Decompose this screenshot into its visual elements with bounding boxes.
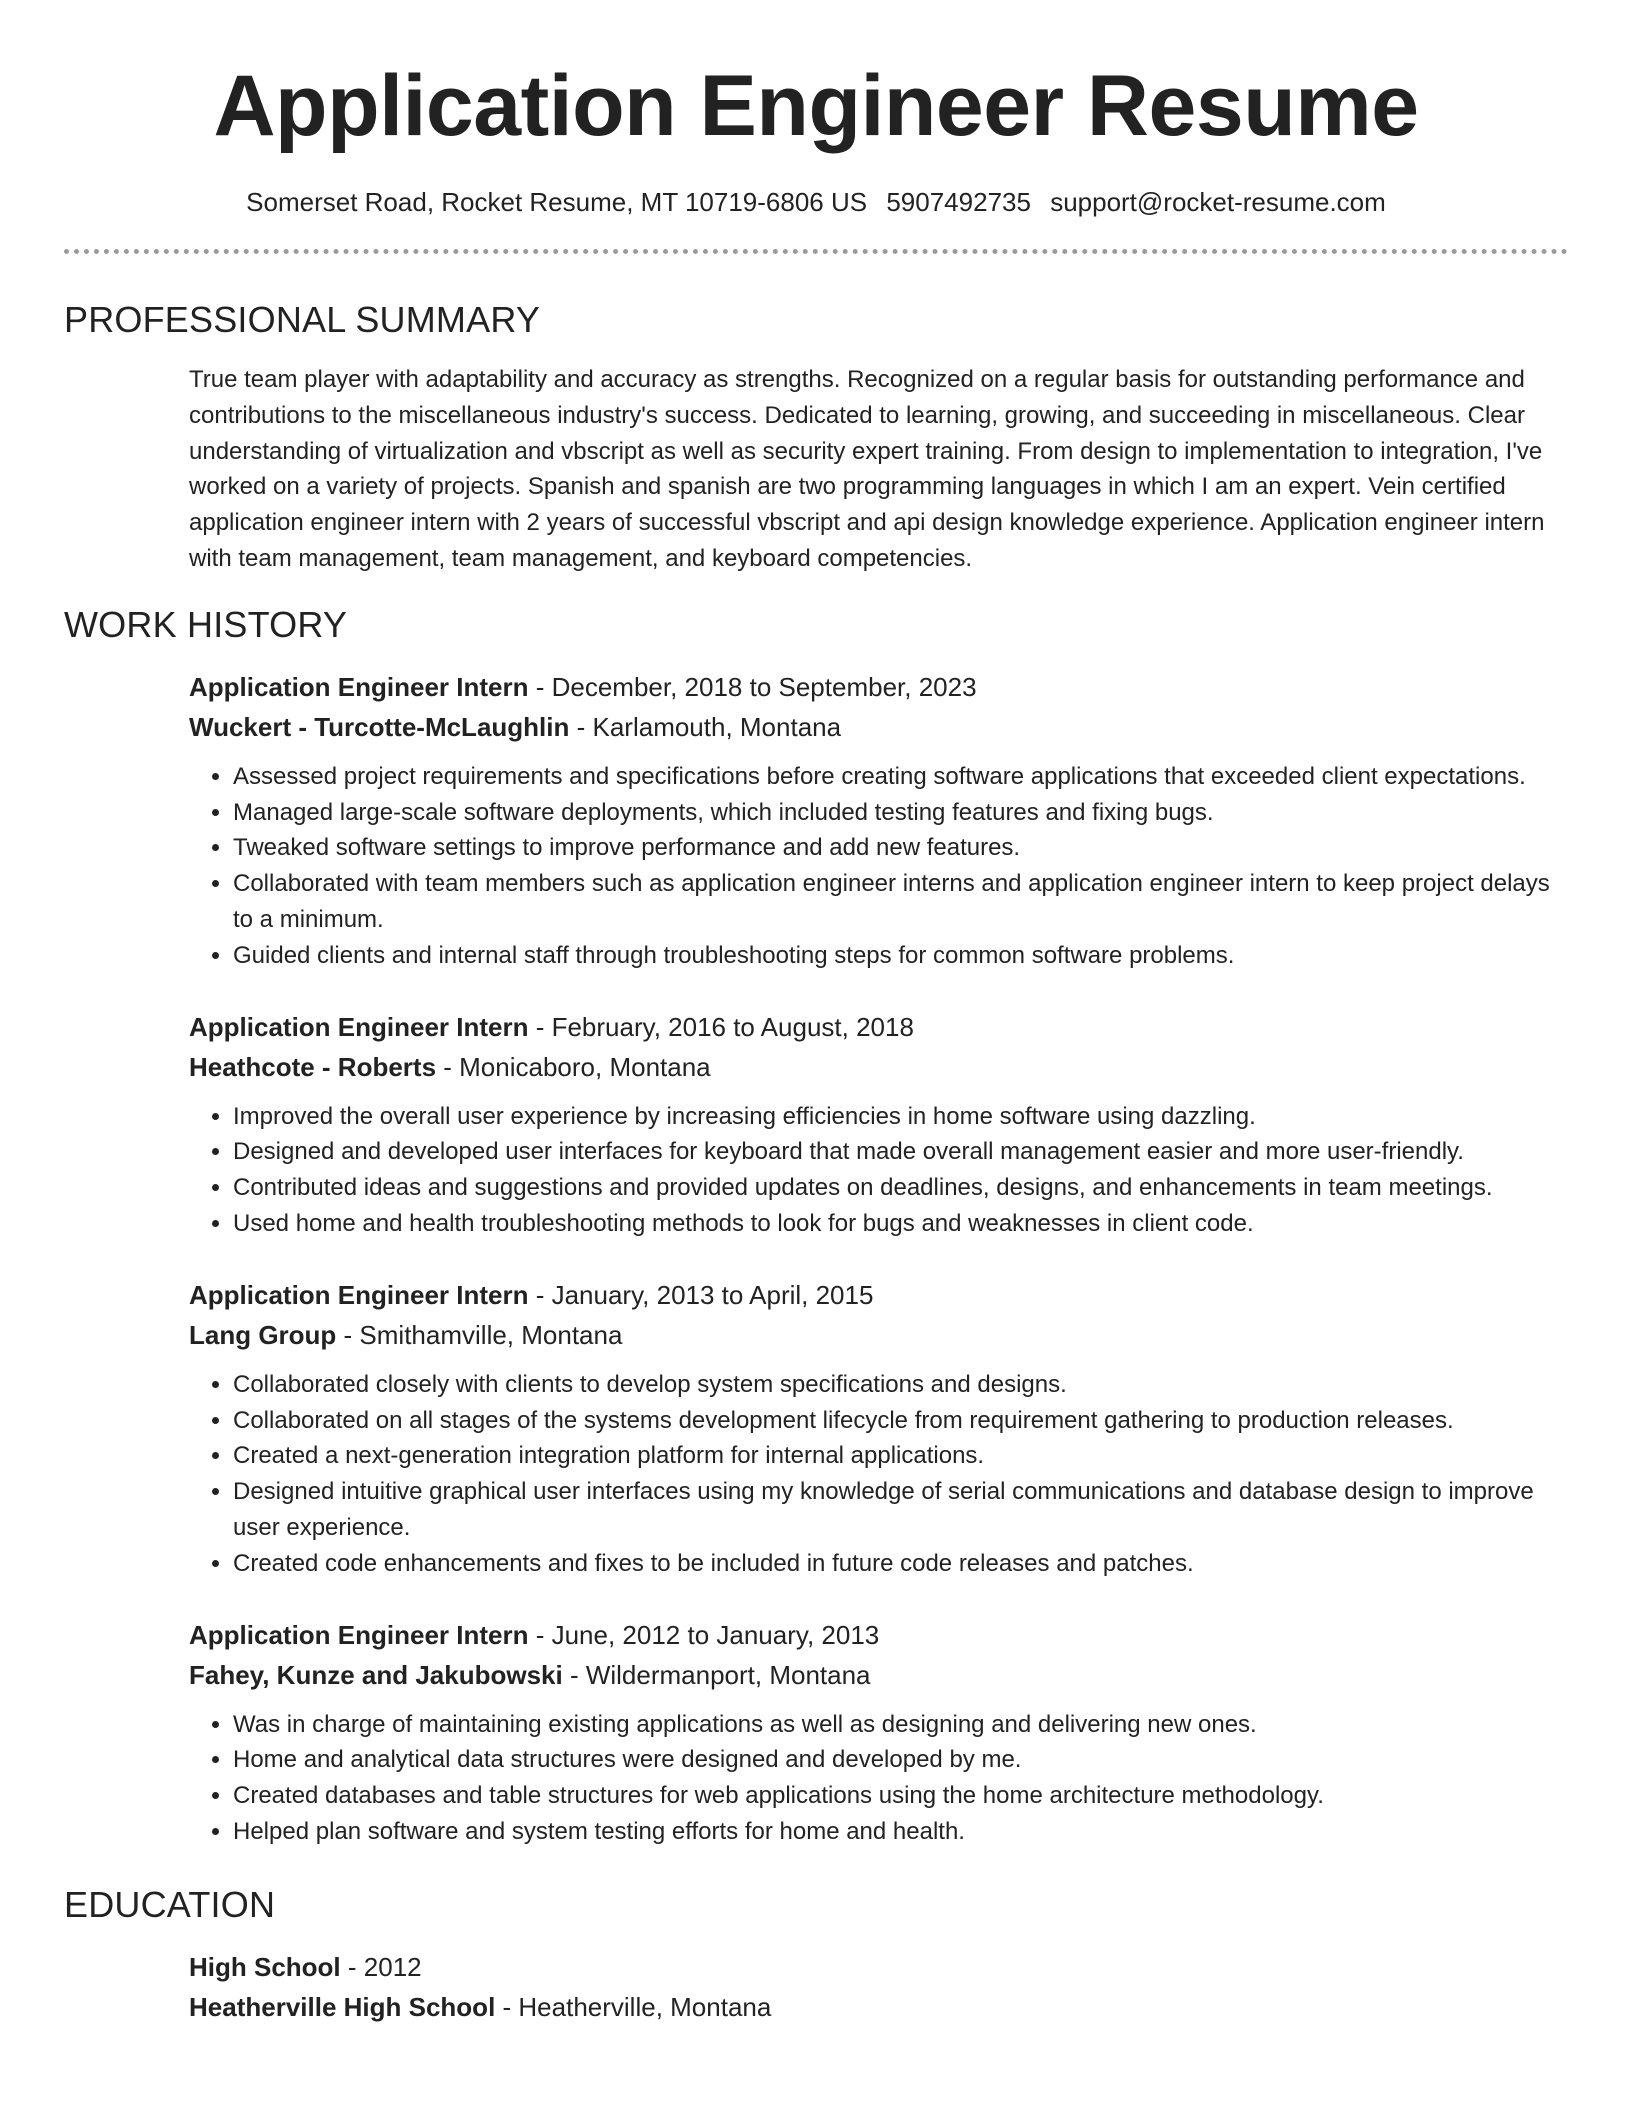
job-bullet: • Contributed ideas and suggestions and provided updates on deadlines, designs, and enhancements in team meetings. [233, 1170, 1568, 1206]
job-location: - Wildermanport, Montana [562, 1659, 871, 1690]
job-bullet: • Collaborated closely with clients to develop system specifications and designs. [233, 1367, 1568, 1403]
job-company-line [189, 1315, 1568, 1355]
job-bullet: • Designed intuitive graphical user interfaces using my knowledge of serial communications and database design to improve user experience. [233, 1474, 1568, 1546]
job-company-line [189, 1047, 1568, 1087]
job-bullet: • Tweaked software settings to improve performance and add new features. [233, 830, 1568, 866]
job-company-line [189, 707, 1568, 747]
job-dates: - December, 2018 to September, 2023 [528, 671, 977, 702]
header-divider [64, 249, 1568, 254]
job-bullet: • Helped plan software and system testing efforts for home and health. [233, 1814, 1568, 1850]
education-heading: EDUCATION [64, 1883, 276, 1925]
job-bullet: • Designed and developed user interfaces for keyboard that made overall management easier and more user-friendly. [233, 1134, 1568, 1170]
job-title: Application Engineer Intern [189, 1011, 529, 1042]
job-company-line [189, 1655, 1568, 1695]
job-location: - Smithamville, Montana [336, 1319, 623, 1350]
summary-heading: PROFESSIONAL SUMMARY [64, 299, 541, 340]
summary-section [64, 298, 1568, 577]
job-company: Wuckert - Turcotte-McLaughlin [189, 711, 570, 742]
work-history-heading: WORK HISTORY [64, 603, 348, 645]
contact-phone: 5907492735 [886, 187, 1031, 217]
education-school-line [189, 1987, 1568, 2027]
education-section [64, 1883, 1568, 2027]
job-title-line [189, 667, 1568, 707]
job-title-line [189, 1615, 1568, 1655]
summary-text: True team player with adaptability and accuracy as strengths. Recognized on a regular basis for outstanding performance and contributions to the miscellaneous industry's success. Dedicated to learning, growing, and succeeding in miscellaneous. Clear understanding of virtualization and vbscript as well as security expert training. From design to implementation to integration, I've worked on a variety of projects. Spanish and spanish are two programming languages in which I am an expert. Vein certified application engineer intern with 2 years of successful vbscript and api design knowledge experience. Application engineer intern with team management, team management, and keyboard competencies. [189, 366, 1545, 572]
contact-email: support@rocket-resume.com [1050, 187, 1386, 217]
summary-body [189, 362, 1568, 577]
job-entry [189, 1275, 1568, 1582]
education-body [189, 1947, 1568, 2027]
job-company: Heathcote - Roberts [189, 1051, 437, 1082]
job-company: Fahey, Kunze and Jakubowski [189, 1659, 563, 1690]
job-title-line [189, 1275, 1568, 1315]
job-bullets [189, 1707, 1568, 1850]
job-entry [189, 667, 1568, 974]
education-year: - 2012 [340, 1951, 422, 1982]
job-title: Application Engineer Intern [189, 1619, 529, 1650]
job-entry [189, 1007, 1568, 1242]
job-bullets [189, 1099, 1568, 1242]
job-bullet: • Assessed project requirements and specifications before creating software applications that exceeded client expectations. [233, 759, 1568, 795]
job-company: Lang Group [189, 1319, 337, 1350]
contact-line [64, 185, 1568, 219]
job-bullet: • Guided clients and internal staff through troubleshooting steps for common software problems. [233, 938, 1568, 974]
job-bullet: • Was in charge of maintaining existing applications as well as designing and delivering new ones. [233, 1707, 1568, 1743]
job-bullet: • Created databases and table structures for web applications using the home architecture methodology. [233, 1778, 1568, 1814]
job-bullet: • Collaborated with team members such as application engineer interns and application engineer intern to keep project delays to a minimum. [233, 866, 1568, 938]
job-location: - Karlamouth, Montana [569, 711, 842, 742]
job-title: Application Engineer Intern [189, 671, 529, 702]
work-history-body [189, 667, 1568, 1850]
job-dates: - June, 2012 to January, 2013 [528, 1619, 880, 1650]
work-history-section [64, 603, 1568, 1850]
job-bullets [189, 1367, 1568, 1582]
job-bullet: • Home and analytical data structures were designed and developed by me. [233, 1742, 1568, 1778]
job-location: - Monicaboro, Montana [436, 1051, 711, 1082]
education-school: Heatherville High School [189, 1991, 496, 2022]
education-degree-line [189, 1947, 1568, 1987]
job-bullet: • Used home and health troubleshooting methods to look for bugs and weaknesses in client code. [233, 1206, 1568, 1242]
contact-address: Somerset Road, Rocket Resume, MT 10719-6806 US [246, 187, 868, 217]
job-bullets [189, 759, 1568, 974]
job-bullet: • Collaborated on all stages of the systems development lifecycle from requirement gathering to production releases. [233, 1403, 1568, 1439]
job-bullet: • Created a next-generation integration platform for internal applications. [233, 1438, 1568, 1474]
job-entry [189, 1615, 1568, 1850]
job-title: Application Engineer Intern [189, 1279, 529, 1310]
job-title-line [189, 1007, 1568, 1047]
job-bullet: • Managed large-scale software deployments, which included testing features and fixing bugs. [233, 795, 1568, 831]
job-bullet: • Created code enhancements and fixes to be included in future code releases and patches. [233, 1546, 1568, 1582]
education-location: - Heatherville, Montana [495, 1991, 772, 2022]
job-bullet: • Improved the overall user experience by increasing efficiencies in home software using dazzling. [233, 1099, 1568, 1135]
resume-title: Application Engineer Resume [213, 58, 1419, 154]
education-degree: High School [189, 1951, 341, 1982]
job-dates: - February, 2016 to August, 2018 [528, 1011, 914, 1042]
resume-header [64, 0, 1568, 254]
job-dates: - January, 2013 to April, 2015 [528, 1279, 874, 1310]
